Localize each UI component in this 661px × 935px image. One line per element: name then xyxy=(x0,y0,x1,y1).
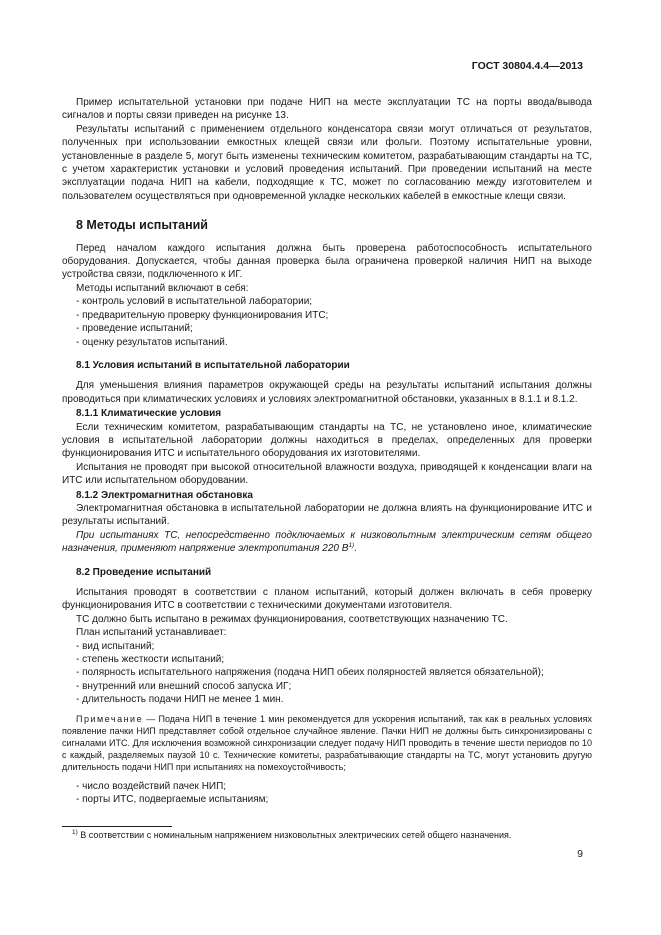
section-8-1-2-paragraph-1: Электромагнитная обстановка в испытательной лаборатории не должна влиять на функционирование ИТС и результаты испытаний. xyxy=(62,502,592,528)
section-8-1-1-heading: 8.1.1 Климатические условия xyxy=(76,408,222,420)
section-8-2-paragraph-1: Испытания проводят в соответствии с планом испытаний, который должен включать в себя проверку функционирования ИТС в соответствии с техническими документами изготовителя. xyxy=(62,587,592,612)
page-number: 9 xyxy=(577,848,583,860)
section-8-1-heading: 8.1 Условия испытаний в испытательной лаборатории xyxy=(76,359,350,371)
section-8-1-2-heading: 8.1.2 Электромагнитная обстановка xyxy=(76,489,253,501)
standard-header: ГОСТ 30804.4.4—2013 xyxy=(471,60,583,72)
list-item: - оценку результатов испытаний. xyxy=(76,336,228,348)
list-item: - число воздействий пачек НИП; xyxy=(76,780,227,792)
section-8-paragraph-2: Методы испытаний включают в себя: xyxy=(76,282,249,294)
list-item: - контроль условий в испытательной лаборатории; xyxy=(76,296,313,308)
list-item: - длительность подачи НИП не менее 1 мин. xyxy=(76,694,284,706)
section-8-2-heading: 8.2 Проведение испытаний xyxy=(76,566,212,578)
voltage-text-end: . xyxy=(354,543,357,555)
list-item: - степень жесткости испытаний; xyxy=(76,654,225,666)
section-8-1-1-paragraph-2: Испытания не проводят при высокой относительной влажности воздуха, приводящей к конденсации влаги на ИТС или испытательном оборудовании. xyxy=(62,461,592,487)
list-item: - внутренний или внешний способ запуска ИГ; xyxy=(76,680,292,692)
list-item: - вид испытаний; xyxy=(76,640,155,652)
section-8-1-paragraph: Для уменьшения влияния параметров окружающей среды на результаты испытаний испытания должны проводиться при климатических условиях и условиях электромагнитной обстановки, указанных в 8.1.1 и 8.1.2. xyxy=(62,380,592,405)
voltage-text: При испытаниях ТС, непосредственно подключаемых к низковольтным электрическим сетям общего назначения, применяют напряжение электропитания 220 В xyxy=(62,529,592,555)
page-content xyxy=(62,96,592,806)
note-label: Примечание xyxy=(76,713,144,724)
note-text: — Подача НИП в течение 1 мин рекомендуется для ускорения испытаний, так как в реальных условиях появление пачки НИП представляет собой отдельное случайное явление. Пачки НИП не должны быть синхронизированы с сигналами ИТС. Для исключения возможной синхронизации следует подачу НИП проводить в течение шести периодов по 10 с каждый, разделяемых паузой 10 с. Технические комитеты, разрабатывающие стандарты на ТС, могут установить другую длительность подачи НИП при испытаниях на помехоустойчивость; xyxy=(62,713,592,773)
list-item: - порты ИТС, подвергаемые испытаниям; xyxy=(76,794,269,806)
intro-paragraph-2: Результаты испытаний с применением отдельного конденсатора связи могут отличаться от результатов, полученных при использовании емкостных клещей связи или фольги. Поэтому испытательные уровни, установленные в разделе 5, могут быть изменены техническим комитетом, разрабатывающим стандарты на ТС, с учетом характеристик установки и условий проведения испытаний. При проведении испытаний на месте эксплуатации подача НИП на кабели, подходящие к ТС, может по согласованию между изготовителем и пользователем осуществляться при одновременной укладке нескольких кабелей в емкостные клещи связи. xyxy=(62,123,592,202)
footnote xyxy=(72,829,511,841)
section-8-paragraph-1: Перед началом каждого испытания должна быть проверена работоспособность испытательного оборудования. Допускается, чтобы данная проверка была ограничена проверкой наличия НИП на выходе устройства связи, подключенного к ИГ. xyxy=(62,242,592,281)
list-item: - проведение испытаний; xyxy=(76,323,193,335)
section-8-2-paragraph-2: ТС должно быть испытано в режимах функционирования, соответствующих назначению ТС. xyxy=(76,613,508,625)
section-8-1-1-paragraph-1: Если техническим комитетом, разрабатывающим стандарты на ТС, не установлено иное, климатические условия в испытательной лаборатории должны находиться в пределах, определенных для проверки функционирования ИТС и испытательного оборудования их изготовителями. xyxy=(62,421,592,460)
note-paragraph xyxy=(62,713,592,774)
section-8-1-2-paragraph-2 xyxy=(62,529,592,556)
list-item: - предварительную проверку функционирования ИТС; xyxy=(76,309,329,321)
intro-paragraph-1: Пример испытательной установки при подаче НИП на месте эксплуатации ТС на порты ввода/вывода сигналов и порты связи приведен на рисунке 13. xyxy=(62,97,592,122)
list-item: - полярность испытательного напряжения (подача НИП обеих полярностей является обязательной); xyxy=(76,667,544,679)
footnote-mark: 1) xyxy=(72,829,78,836)
footnote-reference: 1) xyxy=(348,542,355,550)
footnote-separator xyxy=(62,826,172,827)
section-8-2-paragraph-3: План испытаний устанавливает: xyxy=(76,627,227,639)
section-8-heading: 8 Методы испытаний xyxy=(76,218,208,233)
footnote-text: В соответствии с номинальным напряжением низковольтных электрических сетей общего назначения. xyxy=(77,830,512,840)
